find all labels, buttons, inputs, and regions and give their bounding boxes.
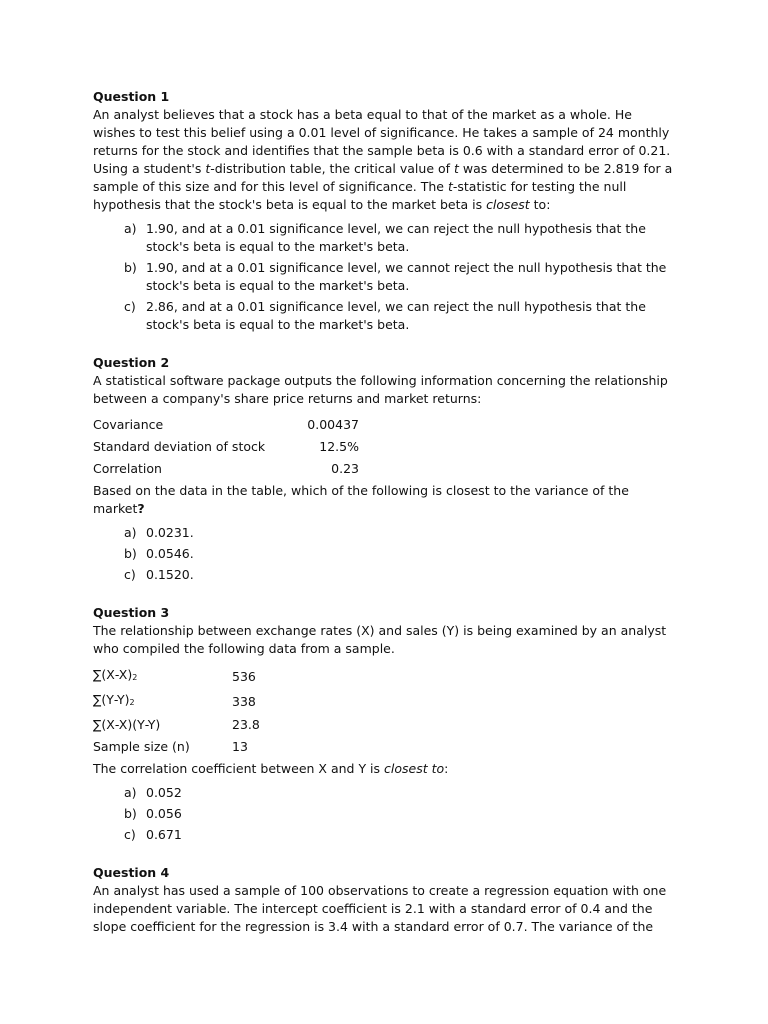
stem-text: to: [529,197,551,212]
option-label: a) [124,785,137,800]
option-label: c) [124,299,136,314]
question-2 [93,354,678,584]
table-value: 12.5% [319,439,359,454]
table-value: 13 [232,739,248,754]
option-text: 0.0231. [146,525,194,540]
option-text: 2.86, and at a 0.01 significance level, we can reject the null hypothesis that the stock's beta is equal to the market's beta. [146,299,646,332]
table-label [93,714,232,736]
option-text: 0.056 [146,806,182,821]
option-text: 1.90, and at a 0.01 significance level, we cannot reject the null hypothesis that the stock's beta is equal to the market's beta. [146,260,667,293]
prompt-italic: closest to [384,761,445,776]
question-1 [93,88,678,334]
question-1-title: Question 1 [93,89,170,104]
option-text: 1.90, and at a 0.01 significance level, we can reject the null hypothesis that the stock's beta is equal to the market's beta. [146,221,646,254]
option-a [93,220,678,256]
question-3-title: Question 3 [93,605,170,620]
option-text: 0.671 [146,827,182,842]
question-4-title: Question 4 [93,865,170,880]
prompt-text: The correlation coefficient between X and Y is [93,761,385,776]
table-value: 23.8 [232,717,260,732]
option-label: a) [124,221,137,236]
question-3 [93,604,678,844]
prompt-text: : [444,761,449,776]
option-b [93,805,678,823]
table-label: Correlation [93,461,162,476]
option-b [93,545,678,563]
option-text: 0.052 [146,785,182,800]
option-label: a) [124,525,137,540]
formula-text: Sample size (n) [93,739,190,754]
question-4-stem: An analyst has used a sample of 100 observations to create a regression equation with one independent variable. The intercept coefficient is 2.1 with a standard error of 0.4 and the slope coefficient for the regression is 3.4 with a standard error of 0.7. The variance of the [93,883,667,934]
table-value: 536 [232,668,256,684]
option-label: b) [124,260,137,275]
table-label [93,736,232,758]
table-value: 0.23 [331,461,359,476]
question-3-prompt [93,760,678,778]
option-a [93,524,678,542]
option-a [93,784,678,802]
formula-subscript: 2 [129,698,135,707]
prompt-text: Based on the data in the table, which of the following is closest to the variance of the market [93,483,629,516]
question-1-options [93,220,678,334]
table-row [93,714,292,736]
option-label: b) [124,546,137,561]
question-3-stem: The relationship between exchange rates (X) and sales (Y) is being examined by an analyst who compiled the following data from a sample. [93,623,667,656]
option-text: 0.0546. [146,546,194,561]
option-c [93,826,678,844]
table-row [93,436,359,458]
option-label: c) [124,827,136,842]
question-4 [93,864,678,936]
table-row [93,414,359,436]
stem-italic-t: t [205,161,211,176]
stem-italic-closest: closest [486,197,530,212]
question-3-options [93,784,678,844]
option-label: b) [124,806,137,821]
table-row [93,458,359,480]
table-row [93,664,292,689]
table-label [93,664,232,689]
stem-italic-t: t [447,179,453,194]
formula-text: ∑(Y‐Y) [93,692,130,707]
table-label [93,689,232,714]
prompt-question-mark: ? [137,501,145,516]
stem-text: An analyst believes that a stock has a beta equal to that of the market as a whole. He wishes to test this belief using a 0.01 level of significance. He takes a sample of 24 monthly returns for the stock and identifies that the sample beta is 0.6 with a standard error of 0.21. Using a student's [93,107,671,176]
stem-italic-t: t [454,161,459,176]
question-2-stem: A statistical software package outputs the following information concerning the relationship between a company's share price returns and market returns: [93,373,668,406]
formula-subscript: 2 [132,673,138,682]
table-label: Standard deviation of stock [93,439,266,454]
stem-text: -distribution table, the critical value of [210,161,455,176]
option-label: c) [124,567,136,582]
table-row [93,736,292,758]
question-1-stem [93,106,678,214]
stem-text: was determined to be 2.819 for a sample of this size and for this level of significance. The [93,161,673,194]
option-b [93,259,678,295]
question-2-title: Question 2 [93,355,170,370]
formula-text: ∑(X‐X) [93,667,133,682]
document-page [93,88,678,956]
table-row [93,689,292,714]
table-value: 338 [232,693,256,709]
question-2-options [93,524,678,584]
question-2-table [93,414,359,480]
question-2-prompt [93,482,678,518]
formula-text: ∑(X‐X)(Y‐Y) [93,717,161,732]
stem-text: -statistic for testing the null hypothesis that the stock's beta is equal to the market beta is [93,179,627,212]
option-c [93,566,678,584]
option-c [93,298,678,334]
table-label: Covariance [93,417,164,432]
table-value: 0.00437 [307,417,359,432]
option-text: 0.1520. [146,567,194,582]
question-3-table [93,664,292,758]
